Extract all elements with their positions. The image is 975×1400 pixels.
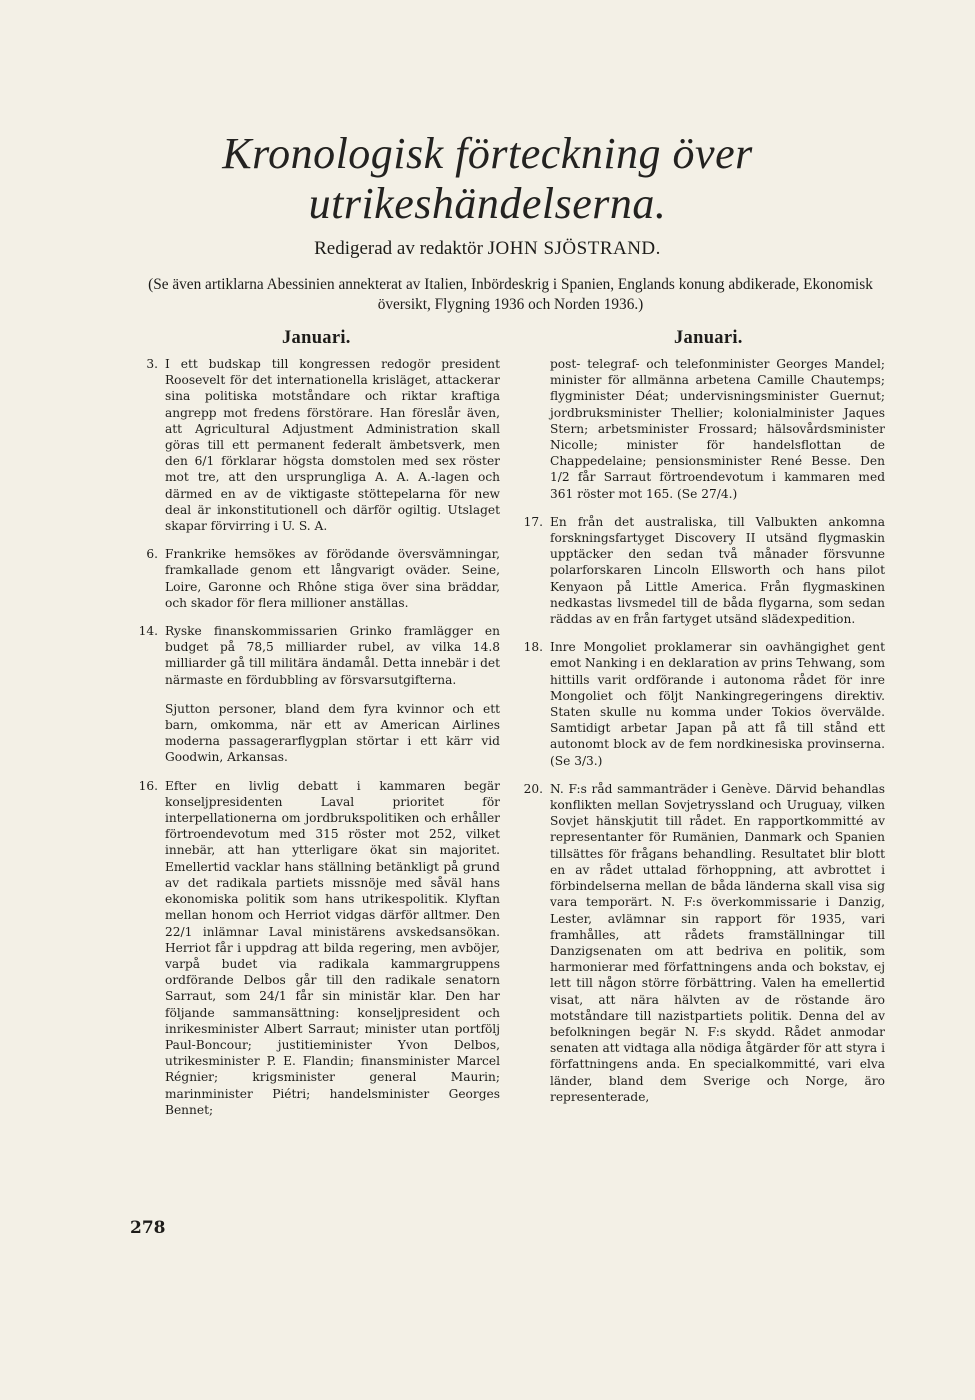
entry-text: Inre Mongoliet proklamerar sin oavhängighet gent emot Nanking i en deklaration av prins Tehwang, som hittills varit ordförande i autonoma rådet för inre Mongoliet och följt Nankingregeringens direktiv. Staten skulle nu komma under Tokios övervälde. Samtidigt arbetar Japan på att få till stånd ett autonomt block av de fem nordkinesiska provinserna. (Se 3/3.) bbox=[550, 640, 885, 768]
document-title-line-1: Kronologisk förteckning över bbox=[222, 129, 753, 178]
entry bbox=[515, 781, 885, 1105]
see-also-note: (Se även artiklarna Abessinien annekterat av Italien, Inbördeskrig i Spanien, Englands konung abdikerade, Ekonomisk översikt, Flygning 1936 och Norden 1936.) bbox=[148, 276, 873, 313]
document-title-line-2: utrikeshändelserna. bbox=[308, 179, 667, 228]
right-column-heading: Januari. bbox=[674, 328, 743, 348]
entry-day: 6. bbox=[146, 547, 158, 562]
entry-text: post- telegraf- och telefonminister Georges Mandel; minister för allmänna arbetena Camille Chautemps; flygminister Déat; undervisningsminister Guernut; jordbruksminister Thellier; kolonialminister Jaques Stern; arbetsminister Frossard; hälsovårdsminister Nicolle; minister för handelsflottan de Chappedelaine; pensionsminister René Besse. Den 1/2 får Sarraut förtroendevotum i kammaren med 361 röster mot 165. (Se 27/4.) bbox=[550, 357, 885, 501]
right-column bbox=[515, 356, 885, 1117]
entry-text: En från det australiska, till Valbukten ankomna forskningsfartyget Discovery II utsänd flygmaskin upptäcker den sedan två månader försvunne polarforskaren Lincoln Ellsworth och hans pilot Kenyaon på Little America. Från flygmaskinen nedkastas livsmedel till de båda flygarna, som sedan räddas av en från fartyget utsänd slädexpedition. bbox=[550, 514, 885, 627]
left-column-heading: Januari. bbox=[282, 328, 351, 348]
entry-text: N. F:s råd sammanträder i Genève. Därvid behandlas konflikten mellan Sovjetryssland och Uruguay, vilken Sovjet hänskjutit till rådet. En rapportkommitté av representanter för Rumänien, Danmark och Spanien tillsättes för frågans behandling. Resultatet blir blott en av rådet uttalad förhoppning, att avbrottet i förbindelserna mellan de båda länderna skall visa sig vara temporärt. N. F:s överkommissarie i Danzig, Lester, avlämnar sin rapport för 1935, vari framhålles, att rådets framställningar till Danzigsenaten om att bedriva en politik, som harmonierar med författningens anda och bokstav, ej lett till någon större förbättring. Valen ha emellertid visat, att nära hälvten av de röstande äro motståndare till nazistpartiets politik. Denna del av befolkningen begär N. F:s skydd. Rådet anmodar senaten att vidtaga alla nödiga åtgärder för att styra i författningens anda. En specialkommitté, vari elva länder, bland dem Sverige och Norge, äro representerade, bbox=[550, 781, 885, 1104]
entry bbox=[515, 639, 885, 769]
entry-text-continued: Sjutton personer, bland dem fyra kvinnor och ett barn, omkomma, när ett av American Airlines moderna passagerarflygplan störtar i ett kärr vid Goodwin, Arkansas. bbox=[165, 701, 500, 765]
entry-day: 17. bbox=[523, 514, 543, 529]
entry-day: 16. bbox=[138, 778, 158, 793]
editor-credit bbox=[0, 238, 975, 260]
entry-day: 14. bbox=[138, 624, 158, 639]
left-column bbox=[130, 356, 500, 1130]
entry bbox=[515, 514, 885, 627]
entry bbox=[515, 356, 885, 502]
entry-text: Frankrike hemsökes av förödande översvämningar, framkallade genom ett långvarigt oväder. Seine, Loire, Garonne och Rhône stiga över sina bräddar, och skador för flera millioner anställas. bbox=[165, 547, 500, 610]
entry-text: I ett budskap till kongressen redogör president Roosevelt för det internationella krisläget, attackerar sina politiska motståndare och riktar kraftiga angrepp mot fredens förstörare. Han föreslår även, att Agricultural Adjustment Administration skall göras till ett permanent federalt ämbetsverk, men den 6/1 förklarar högsta domstolen med sex röster mot tre, att den ursprungliga A. A. A.-lagen och därmed en av de viktigaste stöttepelarna för new deal är inkonstitutionell och därför ogiltig. Utslaget skapar förvirring i U. S. A. bbox=[165, 357, 500, 534]
entry bbox=[130, 623, 500, 766]
page-number: 278 bbox=[130, 1218, 166, 1238]
entry-text: Ryske finanskommissarien Grinko framlägger en budget på 78,5 milliarder rubel, av vilka 14.8 milliarder gå till militära ändamål. Detta innebär i det närmaste en fördubbling av försvarsutgifterna. bbox=[165, 624, 500, 687]
entry-day: 20. bbox=[523, 781, 543, 796]
editor-prefix: Redigerad av redaktör bbox=[314, 238, 483, 259]
editor-name: JOHN SJÖSTRAND. bbox=[487, 238, 661, 259]
entry bbox=[130, 778, 500, 1118]
entry-text: Efter en livlig debatt i kammaren begär konseljpresidenten Laval prioritet för interpellationerna om jordbrukspolitiken och erhåller förtroendevotum med 315 röster mot 252, vilket innebär, att han ytterligare ökat sin majoritet. Emellertid vacklar hans ställning betänkligt på grund av det radikala partiets missnöje med såväl hans ekonomiska politik som hans utrikespolitik. Klyftan mellan honom och Herriot vidgas därför alltmer. Den 22/1 inlämnar Laval ministärens avskedsansökan. Herriot får i uppdrag att bilda regering, men avböjer, varpå budet via radikala kammargruppens ordförande Delbos går till den radikale senatorn Sarraut, som 24/1 får sin ministär klar. Den har följande sammansättning: konseljpresident och inrikesminister Albert Sarraut; minister utan portfölj Paul-Boncour; justitieminister Yvon Delbos, utrikesminister P. E. Flandin; finansminister Marcel Régnier; krigsminister general Maurin; marinminister Piétri; handelsminister Georges Bennet; bbox=[165, 778, 500, 1117]
entry bbox=[130, 356, 500, 534]
entry-day: 18. bbox=[523, 640, 543, 655]
entry bbox=[130, 546, 500, 611]
entry-day: 3. bbox=[146, 357, 158, 371]
